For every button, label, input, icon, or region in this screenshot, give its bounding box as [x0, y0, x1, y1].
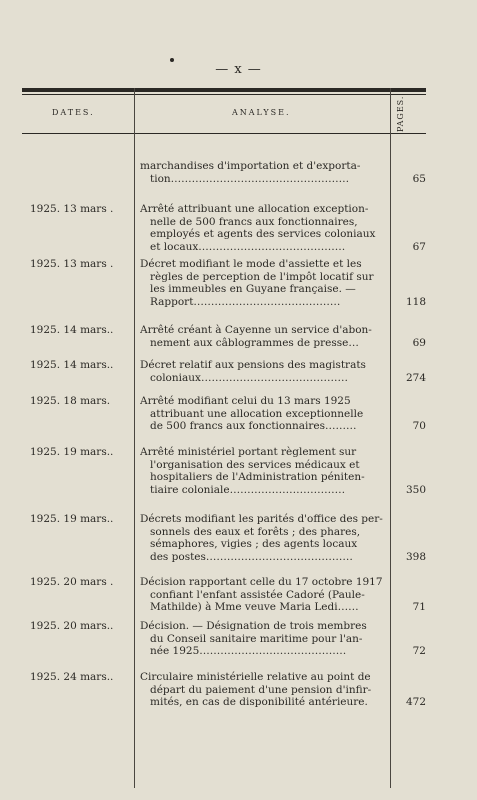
analysis-line: Décrets modifiant les parités d'office des per- [140, 513, 383, 525]
entry-page-number: 350 [405, 483, 426, 496]
top-rule [22, 88, 426, 92]
entry-page-number: 67 [412, 240, 426, 253]
entry-date: 1925. 13 mars . [30, 258, 114, 270]
analysis-line: de 500 francs aux fonctionnaires……… [150, 420, 357, 432]
analysis-line: et locaux…………………………………… [150, 240, 346, 253]
analysis-line: Arrêté attribuant une allocation exception- [140, 203, 369, 215]
analysis-line: Décret relatif aux pensions des magistrats [140, 359, 366, 371]
analysis-line: marchandises d'importation et d'exporta- [140, 160, 361, 172]
entry-analysis [140, 513, 386, 563]
entry-page-number: 72 [412, 645, 426, 657]
entry-date: 1925. 14 mars.. [30, 324, 114, 336]
analysis-line: l'organisation des services médicaux et [150, 458, 360, 471]
column-divider-pages [390, 88, 391, 788]
analysis-line: nelle de 500 francs aux fonctionnaires, [150, 215, 358, 228]
entry-analysis [140, 576, 386, 614]
analysis-line: confiant l'enfant assistée Cadoré (Paule- [150, 588, 365, 601]
analysis-line: Arrêté ministériel portant règlement sur [140, 446, 357, 458]
entry-analysis [140, 446, 386, 496]
entry-analysis [140, 160, 386, 185]
analysis-line: du Conseil sanitaire maritime pour l'an- [150, 632, 363, 645]
entry-analysis [140, 620, 386, 658]
analysis-line: Mathilde) à Mme veuve Maria Ledi…… [150, 601, 359, 613]
entry-page-number: 71 [412, 601, 426, 613]
entry-date: 1925. 19 mars.. [30, 446, 114, 458]
analysis-line: attribuant une allocation exceptionnelle [150, 407, 364, 420]
analysis-line: règles de perception de l'impôt locatif sur [150, 270, 374, 283]
entry-page-number: 118 [405, 295, 426, 308]
entry-analysis [140, 324, 386, 349]
analysis-line: mités, en cas de disponibilité antérieure. [150, 696, 368, 708]
entry-analysis [140, 671, 386, 709]
entry-page-number: 65 [412, 172, 426, 185]
analysis-line: sémaphores, vigies ; des agents locaux [150, 538, 358, 550]
analysis-line: née 1925…………………………………… [150, 645, 347, 657]
analysis-line: tion…………………………………………… [150, 172, 350, 185]
analysis-line: départ du paiement d'une pension d'infir- [150, 683, 372, 696]
entry-date: 1925. 20 mars . [30, 576, 114, 588]
header-rule [22, 133, 426, 134]
column-divider-dates [134, 88, 135, 788]
entry-date: 1925. 13 mars . [30, 203, 114, 215]
analysis-line: Arrêté modifiant celui du 13 mars 1925 [140, 395, 351, 407]
header-dates: DATES. [52, 108, 95, 117]
header-pages: PAGES. [396, 95, 405, 132]
analysis-line: nement aux câblogrammes de presse… [150, 336, 359, 349]
analysis-line: coloniaux…………………………………… [150, 371, 348, 384]
entry-analysis [140, 359, 386, 384]
analysis-line: sonnels des eaux et forêts ; des phares, [150, 525, 361, 538]
entry-page-number: 472 [405, 696, 426, 708]
entry-analysis [140, 203, 386, 253]
analysis-line: Arrêté créant à Cayenne un service d'abon- [140, 324, 372, 336]
entry-page-number: 69 [412, 336, 426, 349]
entry-analysis [140, 395, 386, 433]
analysis-line: Décision rapportant celle du 17 octobre 1917 [140, 576, 383, 588]
entry-page-number: 398 [405, 550, 426, 563]
analysis-line: les immeubles en Guyane française. — [150, 283, 356, 295]
header-analyse: ANALYSE. [232, 108, 291, 117]
index-table [22, 88, 426, 788]
entry-date: 1925. 20 mars.. [30, 620, 114, 632]
analysis-line: Rapport…………………………………… [150, 295, 341, 308]
entry-date: 1925. 19 mars.. [30, 513, 114, 525]
analysis-line: des postes…………………………………… [150, 550, 353, 563]
analysis-line: hospitaliers de l'Administration péniten- [150, 471, 365, 483]
analysis-line: Décret modifiant le mode d'assiette et les [140, 258, 362, 270]
analysis-line: employés et agents des services coloniaux [150, 228, 376, 240]
analysis-line: Décision. — Désignation de trois membres [140, 620, 367, 632]
entry-page-number: 274 [405, 371, 426, 384]
analysis-line: Circulaire ministérielle relative au point de [140, 671, 371, 683]
entry-date: 1925. 18 mars. [30, 395, 111, 407]
entry-analysis [140, 258, 386, 308]
entry-date: 1925. 14 mars.. [30, 359, 114, 371]
top-rule-thin [22, 94, 426, 95]
analysis-line: tiaire coloniale…………………………… [150, 483, 346, 496]
entry-date: 1925. 24 mars.. [30, 671, 114, 683]
entry-page-number: 70 [412, 420, 426, 432]
page-folio: — x — [215, 62, 262, 77]
